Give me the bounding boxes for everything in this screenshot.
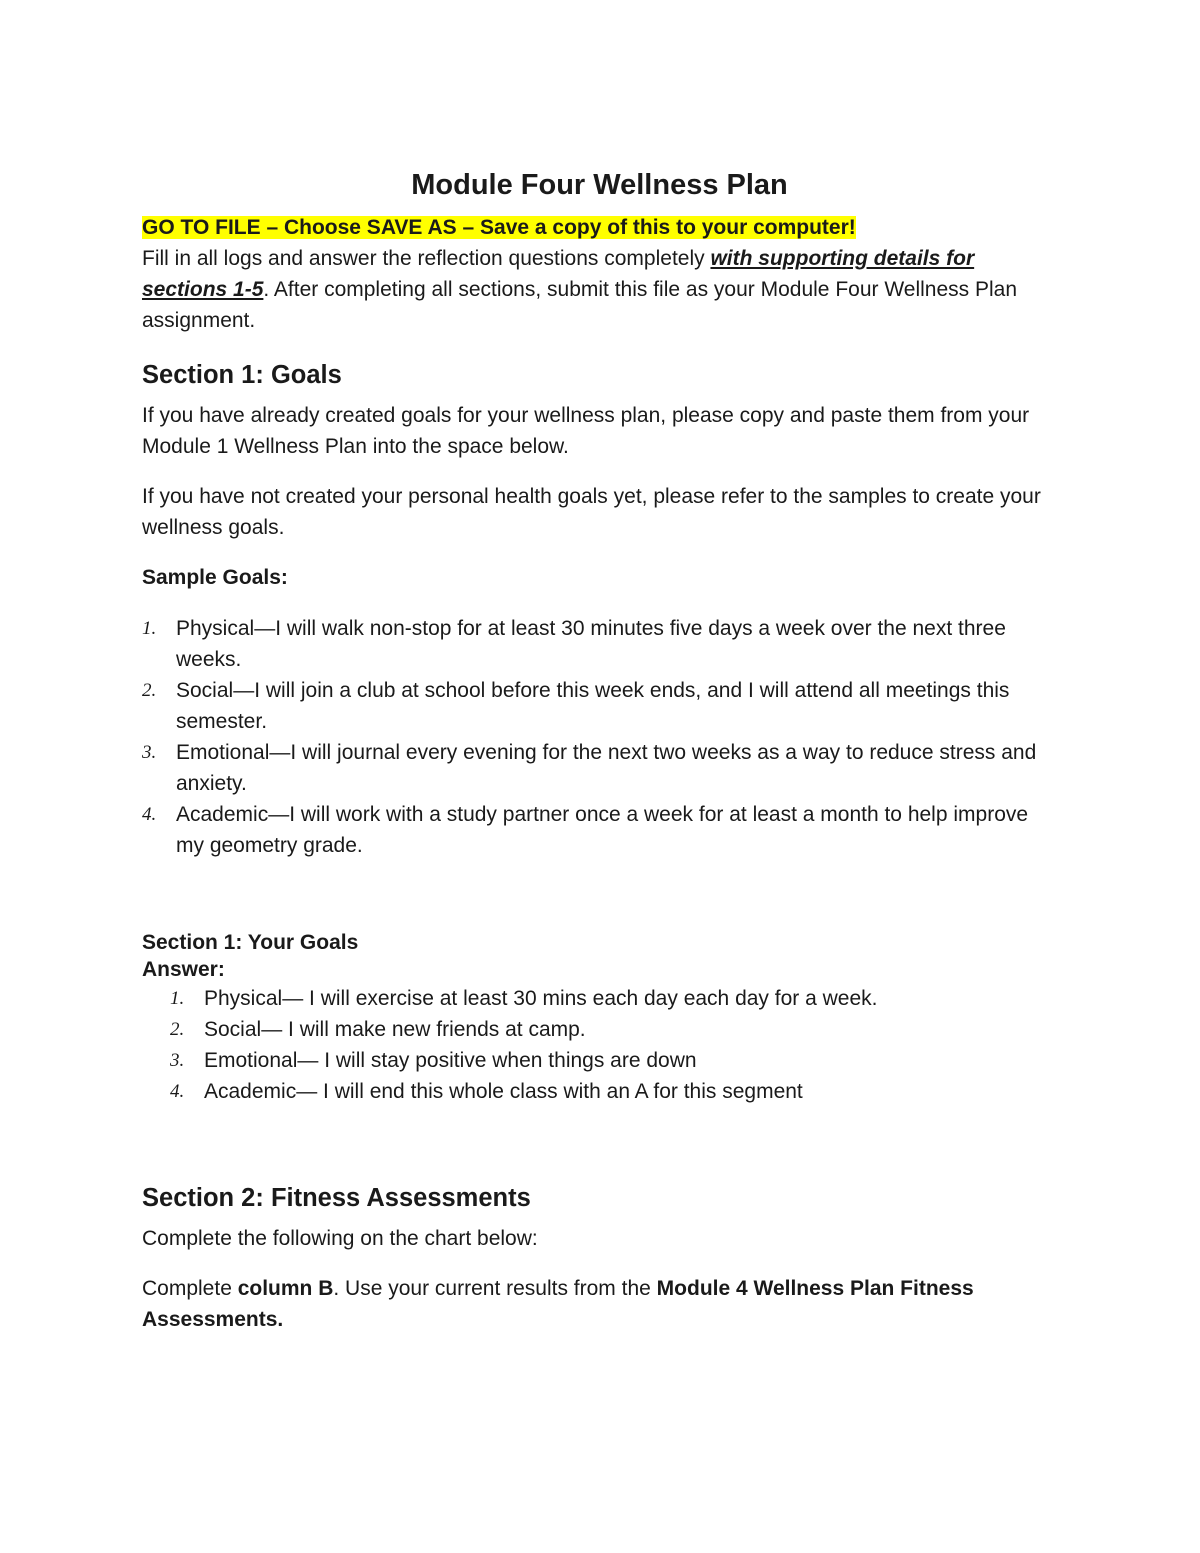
list-number: 2. xyxy=(142,680,157,701)
your-goals-heading: Section 1: Your Goals xyxy=(142,931,359,954)
section2-text-1: Complete xyxy=(142,1277,238,1300)
list-item xyxy=(142,737,1057,799)
column-b-emphasis: column B xyxy=(237,1277,334,1300)
answer-text[interactable]: Emotional— I will stay positive when things are down xyxy=(204,1049,697,1072)
document-body xyxy=(142,166,1057,1335)
list-number: 4. xyxy=(170,1081,185,1102)
list-item[interactable] xyxy=(170,1076,1057,1107)
list-item[interactable] xyxy=(170,983,1057,1014)
section2-text-2: . Use your current results from the xyxy=(333,1277,657,1300)
section2-para1: Complete the following on the chart below: xyxy=(142,1227,538,1250)
section2-heading: Section 2: Fitness Assessments xyxy=(142,1184,531,1212)
answer-goals-list xyxy=(142,983,1057,1107)
list-number: 3. xyxy=(142,742,157,763)
list-number: 1. xyxy=(170,988,185,1009)
sample-goals-label: Sample Goals: xyxy=(142,566,288,589)
list-item[interactable] xyxy=(170,1045,1057,1076)
list-item xyxy=(142,675,1057,737)
intro-paragraph xyxy=(142,243,1057,336)
intro-text-1: Fill in all logs and answer the reflection questions completely xyxy=(142,247,711,270)
list-item-text: Social—I will join a club at school before this week ends, and I will attend all meetings this semester. xyxy=(176,679,1010,733)
intro-emphasis: with supporting details for sections 1-5 xyxy=(142,247,975,301)
answer-label: Answer: xyxy=(142,958,225,981)
list-item[interactable] xyxy=(170,1014,1057,1045)
section2-para2 xyxy=(142,1273,1057,1335)
answer-text[interactable]: Social— I will make new friends at camp. xyxy=(204,1018,586,1041)
list-item xyxy=(142,613,1057,675)
list-number: 3. xyxy=(170,1050,185,1071)
list-item xyxy=(142,799,1057,861)
list-number: 2. xyxy=(170,1019,185,1040)
section1-para2: If you have not created your personal health goals yet, please refer to the samples to create your wellness goals. xyxy=(142,485,1041,539)
list-item-text: Physical—I will walk non-stop for at least 30 minutes five days a week over the next three weeks. xyxy=(176,617,1006,671)
section1-para1: If you have already created goals for your wellness plan, please copy and paste them from your Module 1 Wellness Plan into the space below. xyxy=(142,404,1030,458)
list-item-text: Emotional—I will journal every evening for the next two weeks as a way to reduce stress and anxiety. xyxy=(176,741,1037,795)
intro-text-2: . After completing all sections, submit this file as your Module Four Wellness Plan assignment. xyxy=(142,278,1018,332)
answer-text[interactable]: Physical— I will exercise at least 30 mins each day each day for a week. xyxy=(204,987,878,1010)
list-number: 4. xyxy=(142,804,157,825)
answer-text[interactable]: Academic— I will end this whole class with an A for this segment xyxy=(204,1080,803,1103)
sample-goals-list xyxy=(142,613,1057,861)
section1-heading: Section 1: Goals xyxy=(142,361,342,389)
fitness-assessments-emphasis: Module 4 Wellness Plan Fitness Assessments. xyxy=(142,1277,974,1331)
save-instruction xyxy=(142,212,1057,243)
save-instruction-highlight: GO TO FILE – Choose SAVE AS – Save a copy of this to your computer! xyxy=(142,216,856,239)
list-number: 1. xyxy=(142,618,157,639)
list-item-text: Academic—I will work with a study partner once a week for at least a month to help improve my geometry grade. xyxy=(176,803,1029,857)
document-title: Module Four Wellness Plan xyxy=(411,169,788,201)
